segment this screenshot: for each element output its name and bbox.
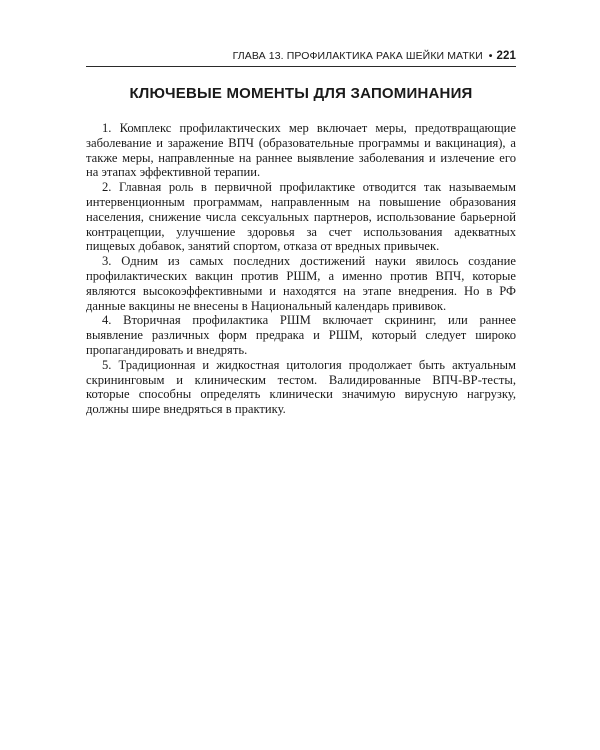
header-rule	[86, 66, 516, 67]
chapter-title: ГЛАВА 13. ПРОФИЛАКТИКА РАКА ШЕЙКИ МАТКИ	[232, 50, 483, 62]
page-number: 221	[496, 50, 516, 62]
body-text	[86, 121, 516, 417]
header-separator: •	[488, 50, 493, 62]
paragraph-4: 4. Вторичная профилактика РШМ включает скрининг, или раннее выявление различных форм предрака и РШМ, который следует широко пропагандировать и внедрять.	[86, 313, 516, 357]
paragraph-2: 2. Главная роль в первичной профилактике отводится так называемым интервенционным программам, направленным на повышение образования населения, снижение числа сексуальных партнеров, использование барьерной контрацепции, улучшение здоровья за счет использования адекватных пищевых добавок, занятий спортом, отказа от вредных привычек.	[86, 180, 516, 254]
paragraph-5: 5. Традиционная и жидкостная цитология продолжает быть актуальным скрининговым и клиническим тестом. Валидированные ВПЧ-ВР-тесты, которые способны определять клинически значимую вирусную нагрузку, должны шире внедряться в практику.	[86, 357, 516, 417]
paragraph-1: 1. Комплекс профилактических мер включает меры, предотвращающие заболевание и заражение ВПЧ (образовательные программы и вакцинация), а также меры, направленные на раннее выявление заболевания и излечение его на этапах эффективной терапии.	[86, 121, 516, 180]
paragraph-3: 3. Одним из самых последних достижений науки явилось создание профилактических вакцин против РШМ, а именно против ВПЧ, которые являются высокоэффективными и находятся на этапе внедрения. Но в РФ данные вакцины не внесены в Национальный календарь прививок.	[86, 254, 516, 313]
section-title: КЛЮЧЕВЫЕ МОМЕНТЫ ДЛЯ ЗАПОМИНАНИЯ	[129, 85, 473, 102]
running-header	[112, 50, 516, 62]
